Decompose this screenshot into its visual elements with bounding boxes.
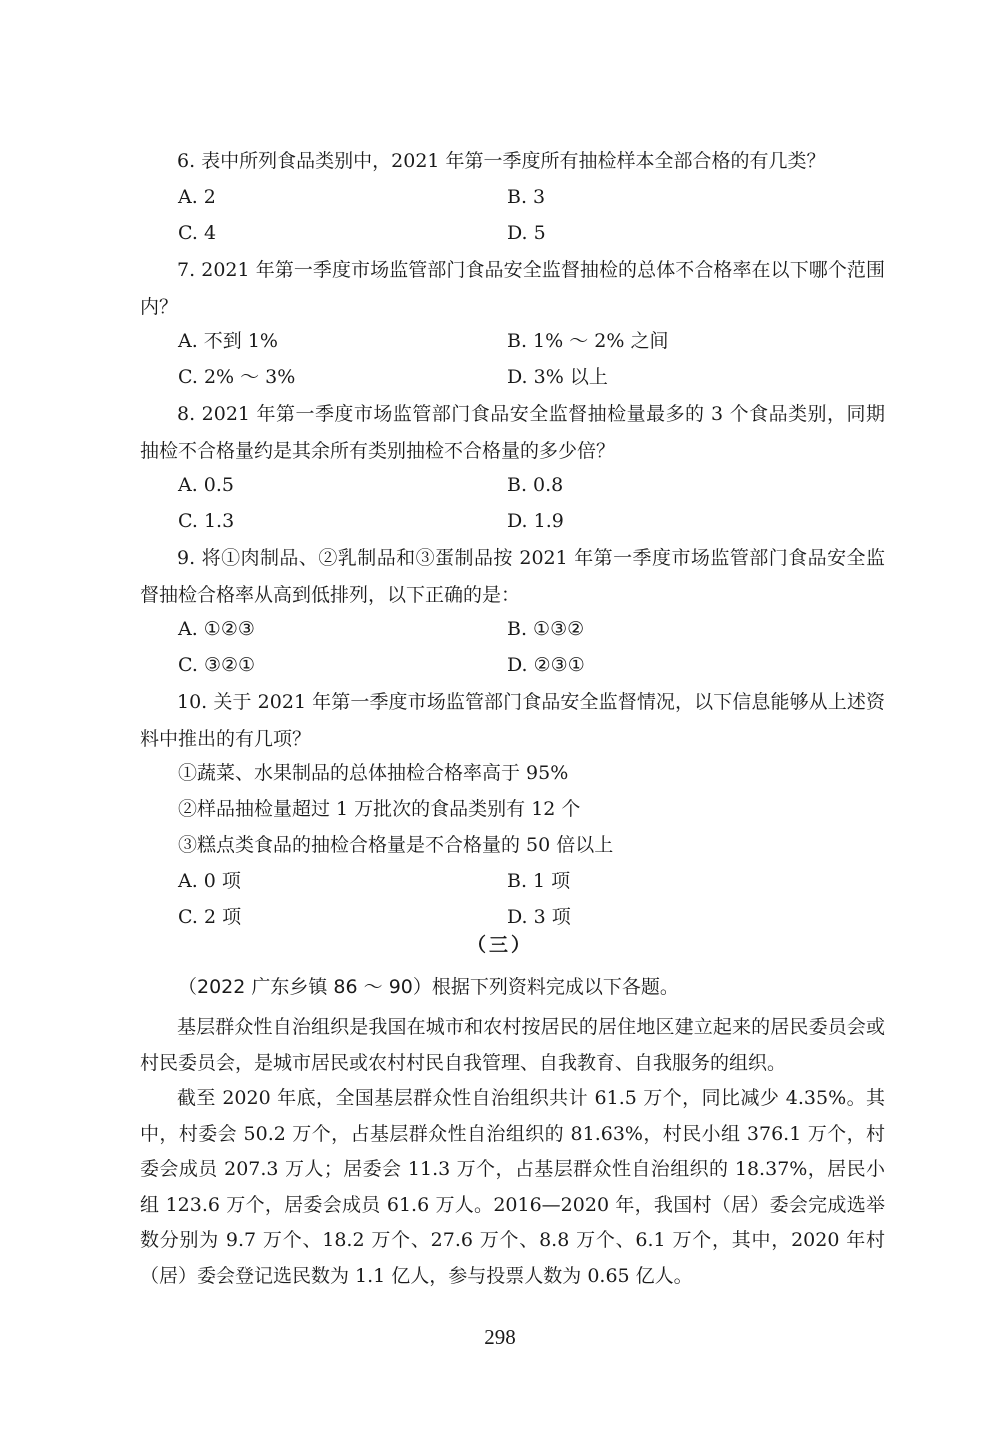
question-10-statement-2: ②样品抽检量超过 1 万批次的食品类别有 12 个 xyxy=(178,798,581,820)
question-6-option-c: C. 4 xyxy=(178,222,217,244)
question-8-option-c: C. 1.3 xyxy=(178,510,235,532)
question-8-stem: 8. 2021 年第一季度市场监管部门食品安全监督抽检量最多的 3 个食品类别，同期抽检不合格量约是其余所有类别抽检不合格量的多少倍？ xyxy=(140,403,885,462)
question-8-option-d: D. 1.9 xyxy=(507,510,564,532)
section-source: （2022 广东乡镇 86 ～ 90）根据下列资料完成以下各题。 xyxy=(178,976,679,998)
question-6-option-b: B. 3 xyxy=(507,186,546,208)
question-7-option-c: C. 2% ～ 3% xyxy=(178,366,296,388)
question-8-option-a: A. 0.5 xyxy=(178,474,235,496)
question-10-statement-3: ③糕点类食品的抽检合格量是不合格量的 50 倍以上 xyxy=(178,834,614,856)
question-9-option-c: C. ③②① xyxy=(178,654,256,676)
section-title: （三） xyxy=(466,934,533,956)
question-9-option-b: B. ①③② xyxy=(507,618,585,640)
question-10-stem: 10. 关于 2021 年第一季度市场监管部门食品安全监督情况，以下信息能够从上述资料中推出的有几项？ xyxy=(140,691,885,750)
question-9-stem: 9. 将①肉制品、②乳制品和③蛋制品按 2021 年第一季度市场监管部门食品安全监督抽检合格率从高到低排列，以下正确的是： xyxy=(140,547,885,606)
question-6-option-d: D. 5 xyxy=(507,222,546,244)
question-6-stem: 6. 表中所列食品类别中，2021 年第一季度所有抽检样本全部合格的有几类？ xyxy=(177,150,826,172)
section-paragraph-1: 基层群众性自治组织是我国在城市和农村按居民的居住地区建立起来的居民委员会或村民委员会，是城市居民或农村村民自我管理、自我教育、自我服务的组织。 xyxy=(140,1016,885,1074)
question-8-option-b: B. 0.8 xyxy=(507,474,564,496)
question-7-option-b: B. 1% ～ 2% 之间 xyxy=(507,330,669,352)
question-9-option-d: D. ②③① xyxy=(507,654,585,676)
question-10-option-a: A. 0 项 xyxy=(178,870,241,892)
question-10-option-b: B. 1 项 xyxy=(507,870,571,892)
question-10-option-d: D. 3 项 xyxy=(507,906,571,928)
question-7-stem: 7. 2021 年第一季度市场监管部门食品安全监督抽检的总体不合格率在以下哪个范围内？ xyxy=(140,259,885,318)
question-7-option-a: A. 不到 1% xyxy=(178,330,278,352)
question-6-option-a: A. 2 xyxy=(178,186,216,208)
page-number: 298 xyxy=(484,1325,516,1349)
question-10-statement-1: ①蔬菜、水果制品的总体抽检合格率高于 95% xyxy=(178,762,569,784)
question-9-option-a: A. ①②③ xyxy=(178,618,255,640)
section-paragraph-2: 截至 2020 年底，全国基层群众性自治组织共计 61.5 万个，同比减少 4.35%。其中，村委会 50.2 万个，占基层群众性自治组织的 81.63%，村民小组 376.1 万个，村委会成员 207.3 万人；居委会 11.3 万个，占基层群众性自治组织的 18.37%，居民小组 123.6 万个，居委会成员 61.6 万人。2016—2020 年，我国村（居）委会完成选举数分别为 9.7 万个、18.2 万个、27.6 万个、8.8 万个、6.1 万个，其中，2020 年村（居）委会登记选民数为 1.1 亿人，参与投票人数为 0.65 亿人。 xyxy=(140,1087,885,1287)
question-10-option-c: C. 2 项 xyxy=(178,906,242,928)
question-7-option-d: D. 3% 以上 xyxy=(507,366,608,388)
